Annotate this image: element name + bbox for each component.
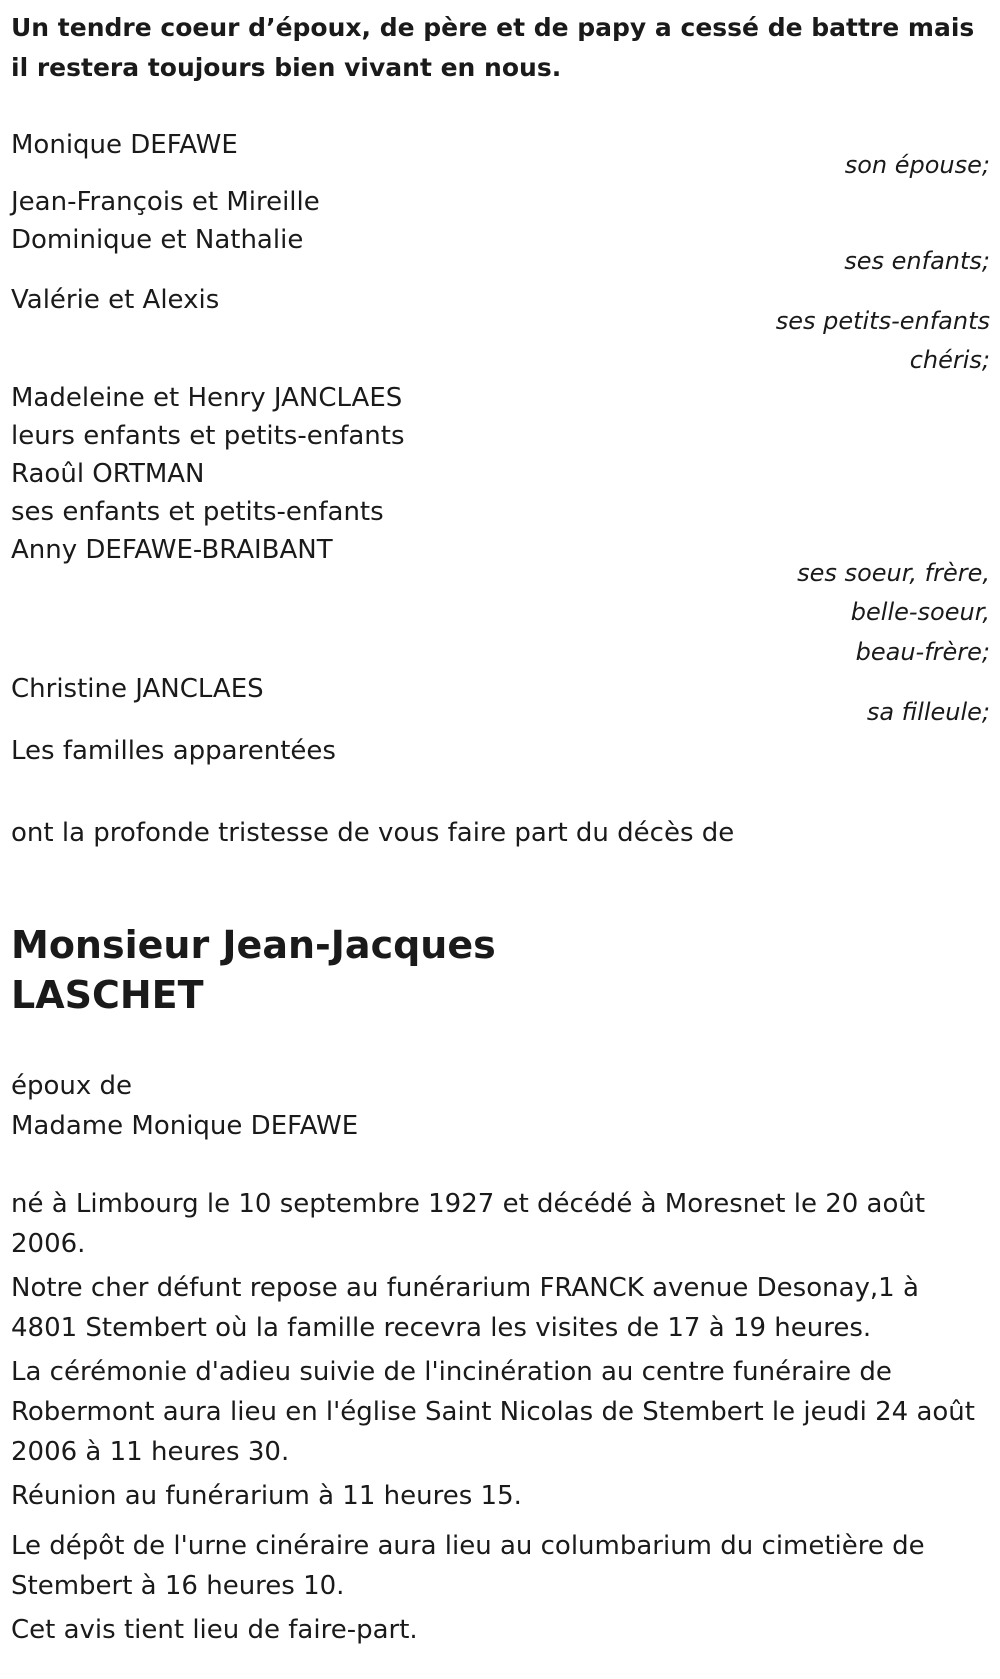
deceased-name-line-2: LASCHET <box>11 973 204 1017</box>
meeting-paragraph: Réunion au funérarium à 11 heures 15. <box>11 1481 522 1511</box>
siblings-line-4: ses enfants et petits-enfants <box>11 497 384 527</box>
birth-death-paragraph: né à Limbourg le 10 septembre 1927 et décédé à Moresnet le 20 août 2006. <box>11 1189 926 1259</box>
deceased-name <box>11 920 496 1020</box>
ceremony-paragraph: La cérémonie d'adieu suivie de l'incinération au centre funéraire de Robermont aura lieu en l'église Saint Nicolas de Stembert le jeudi 24 août 2006 à 11 heures 30. <box>11 1357 975 1467</box>
siblings-relation-2: belle-soeur, <box>850 598 990 626</box>
siblings-line-2: leurs enfants et petits-enfants <box>11 421 405 451</box>
notice-paragraph: Cet avis tient lieu de faire-part. <box>11 1615 418 1645</box>
children-line-1: Jean-François et Mireille <box>11 187 320 217</box>
spouse-of-label: époux de <box>11 1071 133 1101</box>
relatives-line: Les familles apparentées <box>11 736 336 766</box>
spouse-relation: son épouse; <box>844 151 990 179</box>
children-line-2: Dominique et Nathalie <box>11 225 304 255</box>
rest-paragraph: Notre cher défunt repose au funérarium FRANCK avenue Desonay,1 à 4801 Stembert où la famille recevra les visites de 17 à 19 heures. <box>11 1273 919 1343</box>
siblings-line-3: Raoûl ORTMAN <box>11 459 205 489</box>
grandchildren-relation-1: ses petits-enfants <box>775 307 990 335</box>
siblings-line-1: Madeleine et Henry JANCLAES <box>11 383 403 413</box>
urn-paragraph: Le dépôt de l'urne cinéraire aura lieu au columbarium du cimetière de Stembert à 16 heures 10. <box>11 1531 925 1601</box>
spouse-name: Monique DEFAWE <box>11 130 238 160</box>
goddaughter-relation: sa filleule; <box>866 698 990 726</box>
deceased-name-line-1: Monsieur Jean-Jacques <box>11 923 496 967</box>
goddaughter-name: Christine JANCLAES <box>11 674 264 704</box>
siblings-relation-3: beau-frère; <box>855 638 990 666</box>
children-relation: ses enfants; <box>844 247 990 275</box>
siblings-line-5: Anny DEFAWE-BRAIBANT <box>11 535 333 565</box>
grandchildren-names: Valérie et Alexis <box>11 285 220 315</box>
intro-text: Un tendre coeur d’époux, de père et de papy a cessé de battre mais il restera toujours bien vivant en nous. <box>11 13 975 82</box>
grandchildren-relation-2: chéris; <box>909 346 990 374</box>
siblings-relation-1: ses soeur, frère, <box>797 559 990 587</box>
spouse-of-name: Madame Monique DEFAWE <box>11 1111 359 1141</box>
announcement-text: ont la profonde tristesse de vous faire part du décès de <box>11 818 735 848</box>
